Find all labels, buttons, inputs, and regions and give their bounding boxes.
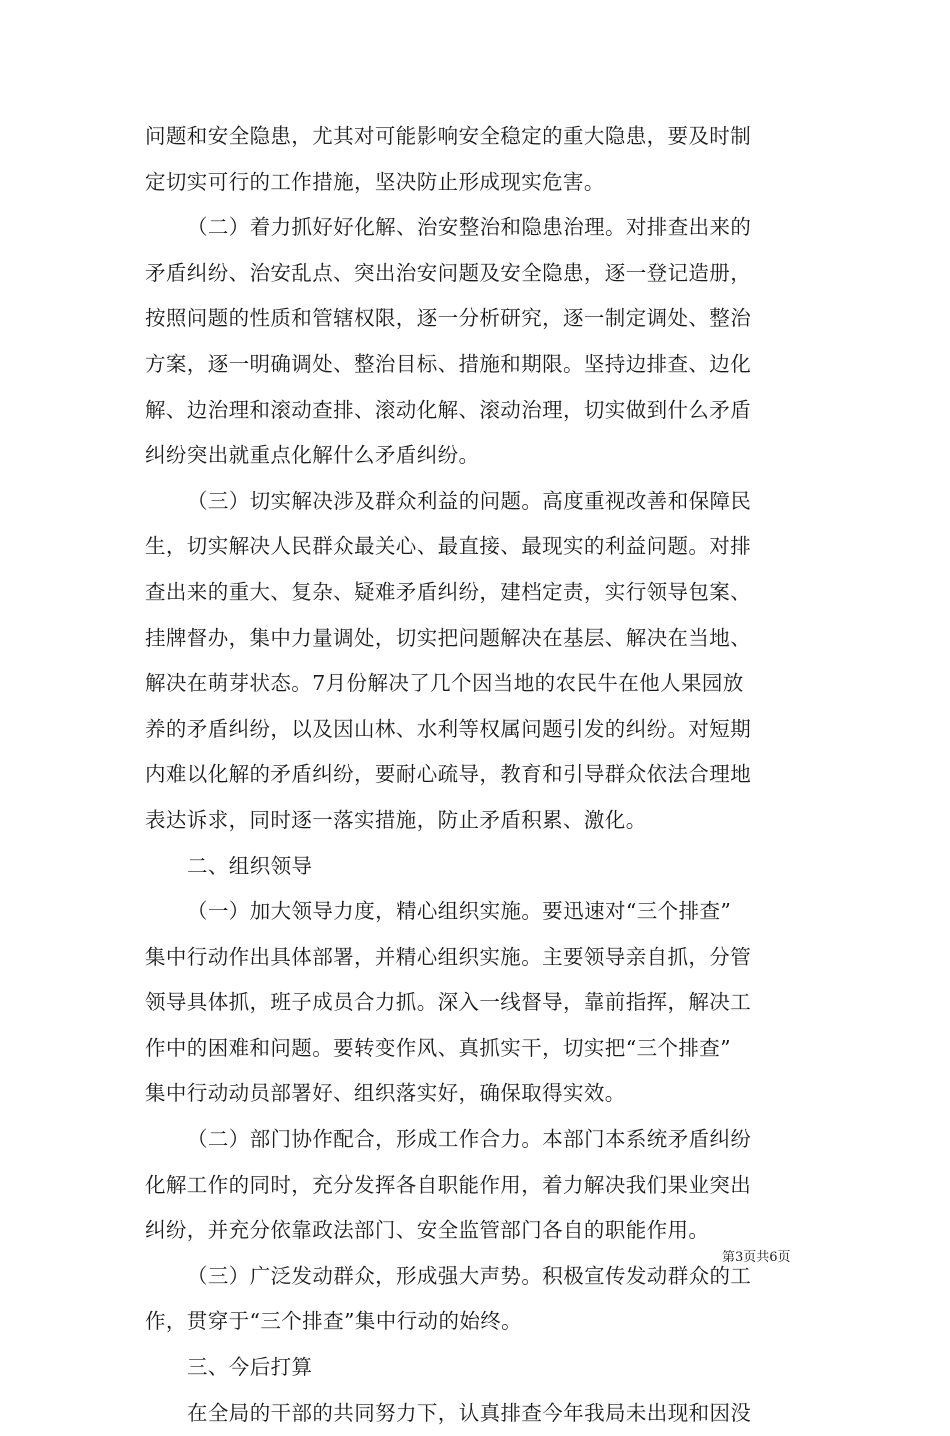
text-line: （三）切实解决涉及群众利益的问题。高度重视改善和保障民 xyxy=(187,488,752,513)
text-line: 三、今后打算 xyxy=(187,1355,313,1380)
text-line: （二）着力抓好好化解、治安整治和隐患治理。对排查出来的 xyxy=(187,215,752,240)
text-line: 表达诉求，同时逐一落实措施，防止矛盾积累、激化。 xyxy=(145,807,647,832)
text-line: 生，切实解决人民群众最关心、最直接、最现实的利益问题。对排 xyxy=(145,534,752,559)
text-line: 查出来的重大、复杂、疑难矛盾纠纷，建档定责，实行领导包案、 xyxy=(145,579,752,604)
text-line: 作中的困难和问题。要转变作风、真抓实干，切实把“三个排查” xyxy=(145,1035,732,1060)
text-line: 定切实可行的工作措施，坚决防止形成现实危害。 xyxy=(145,169,605,194)
text-line: 养的矛盾纠纷，以及因山林、水利等权属问题引发的纠纷。对短期 xyxy=(145,716,752,741)
text-line: 集中行动作出具体部署，并精心组织实施。主要领导亲自抓，分管 xyxy=(145,944,752,969)
text-line: 解、边治理和滚动查排、滚动化解、滚动治理，切实做到什么矛盾 xyxy=(145,397,752,422)
text-line: 在全局的干部的共同努力下，认真排查今年我局未出现和因没 xyxy=(187,1400,752,1425)
text-line: 化解工作的同时，充分发挥各自职能作用，着力解决我们果业突出 xyxy=(145,1172,752,1197)
text-line: 内难以化解的矛盾纠纷，要耐心疏导，教育和引导群众依法合理地 xyxy=(145,762,752,787)
text-line: 问题和安全隐患，尤其对可能影响安全稳定的重大隐患，要及时制 xyxy=(145,124,752,148)
text-line: （三）广泛发动群众，形成强大声势。积极宣传发动群众的工 xyxy=(187,1263,752,1288)
text-line: 纠纷，并充分依靠政法部门、安全监管部门各自的职能作用。 xyxy=(145,1218,710,1243)
text-line: （二）部门协作配合，形成工作合力。本部门本系统矛盾纠纷 xyxy=(187,1127,752,1152)
document-body xyxy=(145,114,810,1436)
text-line: 按照问题的性质和管辖权限，逐一分析研究，逐一制定调处、整治 xyxy=(145,306,752,331)
text-line: 领导具体抓，班子成员合力抓。深入一线督导，靠前指挥，解决工 xyxy=(145,990,752,1015)
text-line: 方案，逐一明确调处、整治目标、措施和期限。坚持边排查、边化 xyxy=(145,351,752,376)
text-line: 二、组织领导 xyxy=(187,853,313,878)
text-line: 集中行动动员部署好、组织落实好，确保取得实效。 xyxy=(145,1081,626,1106)
text-line: 纠纷突出就重点化解什么矛盾纠纷。 xyxy=(145,443,480,468)
text-line: 作，贯穿于“三个排查”集中行动的始终。 xyxy=(145,1309,523,1334)
text-line: （一）加大领导力度，精心组织实施。要迅速对“三个排查” xyxy=(187,899,732,924)
text-line: 挂牌督办，集中力量调处，切实把问题解决在基层、解决在当地、 xyxy=(145,625,752,650)
page-number: 第3页共6页 xyxy=(722,1250,791,1265)
text-line: 矛盾纠纷、治安乱点、突出治安问题及安全隐患，逐一登记造册， xyxy=(145,260,752,285)
text-line: 解决在萌芽状态。7月份解决了几个因当地的农民牛在他人果园放 xyxy=(145,671,744,696)
